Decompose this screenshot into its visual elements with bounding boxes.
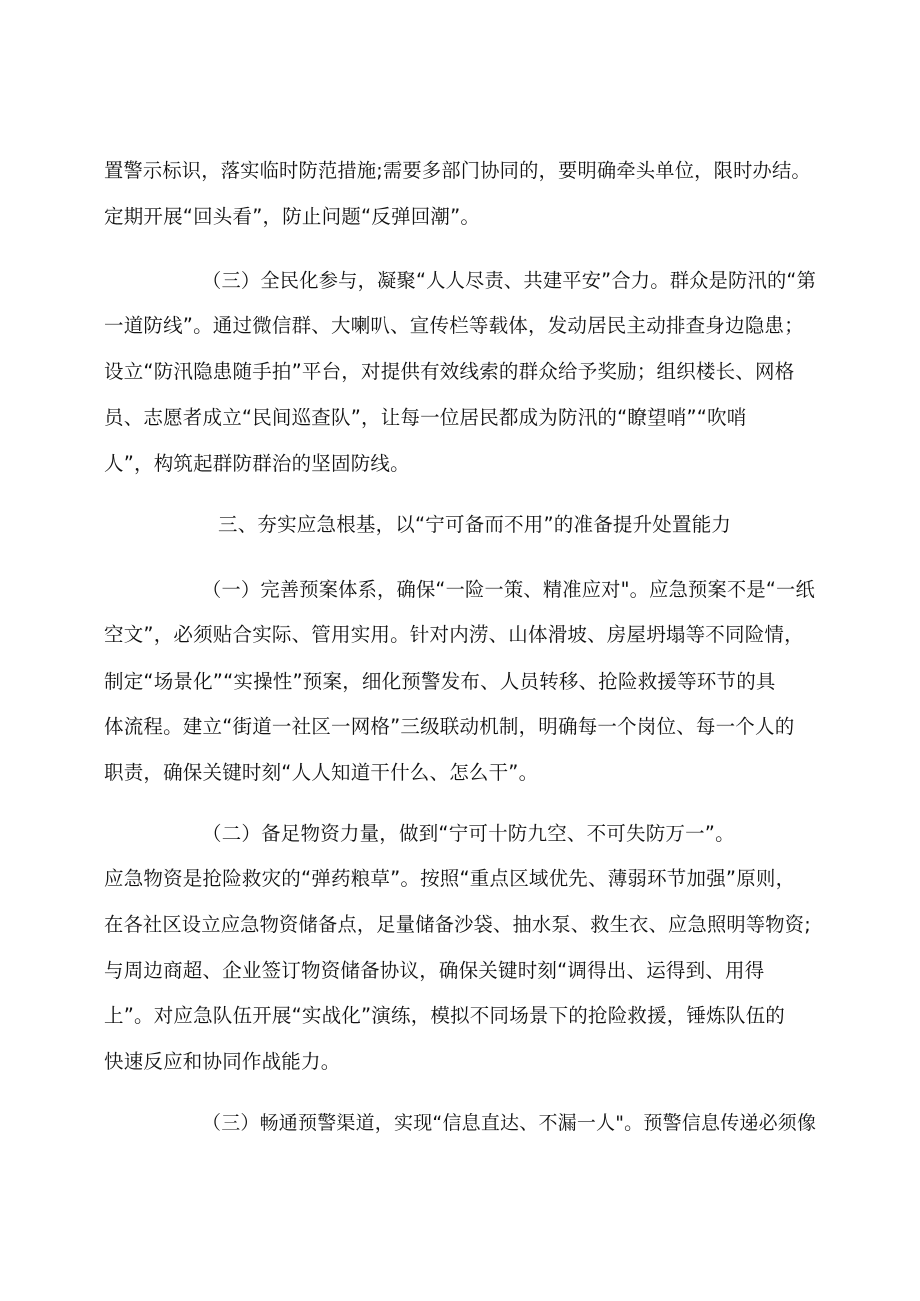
text-line: 在各社区设立应急物资储备点，足量储备沙袋、抽水泵、救生衣、应急照明等物资; <box>104 913 811 936</box>
text-line: 制定“场景化”“实操性”预案，细化预警发布、人员转移、抢险救援等环节的具 <box>104 670 776 693</box>
text-line: 应急物资是抢险救灾的“弹药粮草”。按照“重点区域优先、薄弱环节加强”原则， <box>104 867 796 890</box>
text-line: （三）全民化参与，凝聚“人人尽责、共建平安”合力。群众是防汛的“第 <box>202 269 817 292</box>
text-line: （三）畅通预警渠道，实现“信息直达、不漏一人"。预警信息传递必须像 <box>202 1112 817 1134</box>
text-line: 体流程。建立“街道一社区一网格”三级联动机制，明确每一个岗位、每一个人的 <box>104 715 795 738</box>
text-line: 空文”，必须贴合实际、管用实用。针对内涝、山体滑坡、房屋坍塌等不同险情， <box>104 623 804 646</box>
text-line: 员、志愿者成立“民间巡查队”，让每一位居民都成为防汛的“瞭望哨”“吹哨 <box>104 406 747 429</box>
text-line: （一）完善预案体系，确保“一险一策、精准应对"。应急预案不是“一纸 <box>202 578 815 601</box>
text-line: 与周边商超、企业签订物资储备协议，确保关键时刻“调得出、运得到、用得 <box>104 959 765 982</box>
text-line: 人”，构筑起群防群治的坚固防线。 <box>104 452 410 475</box>
text-line: 定期开展“回头看”，防止问题“反弹回潮”。 <box>104 205 481 228</box>
text-line: （二）备足物资力量，做到“宁可十防九空、不可失防万一”。 <box>202 822 735 845</box>
text-line: 设立“防汛隐患随手拍”平台，对提供有效线索的群众给予奖励；组织楼长、网格 <box>104 360 795 383</box>
section-heading: 三、夯实应急根基，以“宁可备而不用”的准备提升处置能力 <box>218 513 732 536</box>
text-line: 上”。对应急队伍开展“实战化”演练，模拟不同场景下的抢险救援，锤炼队伍的 <box>104 1004 786 1027</box>
text-line: 快速反应和协同作战能力。 <box>104 1050 341 1073</box>
text-line: 一道防线”。通过微信群、大喇叭、宣传栏等载体，发动居民主动排查身边隐患； <box>104 314 804 337</box>
text-line: 职责，确保关键时刻“人人知道干什么、怎么干”。 <box>104 761 539 784</box>
text-line: 置警示标识，落实临时防范措施;需要多部门协同的，要明确牵头单位，限时办结。 <box>104 159 811 182</box>
